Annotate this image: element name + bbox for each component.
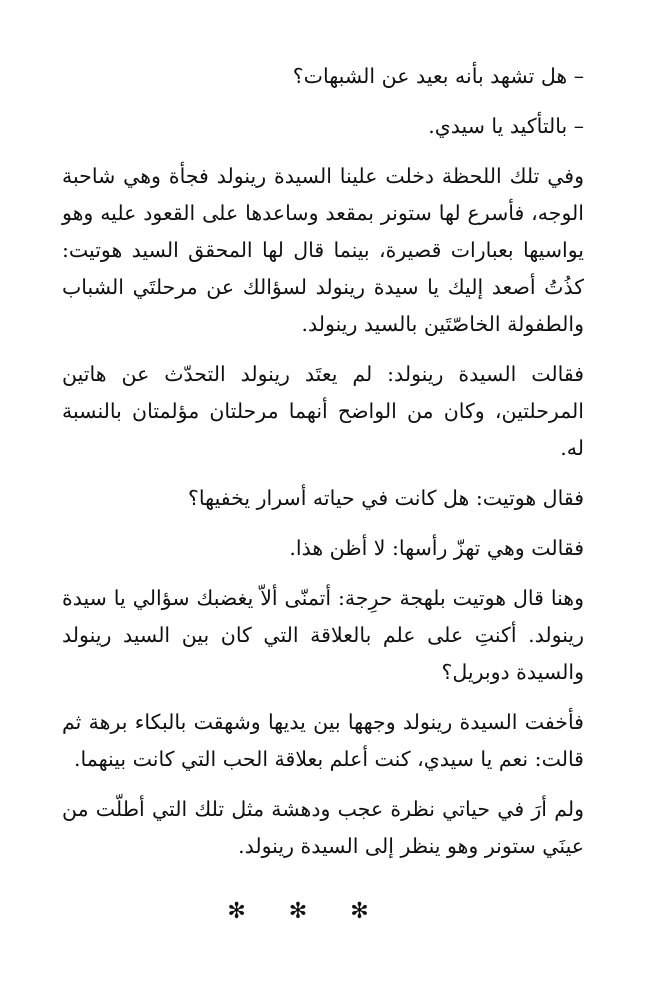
paragraph-8: فأخفت السيدة رينولد وجهها بين يديها وشهقت بالبكاء برهة ثم قالت: نعم يا سيدي، كنت أعلم بعلاقة الحب التي كانت بينهما. (62, 710, 584, 771)
paragraph-9: ولم أرَ في حياتي نظرة عجب ودهشة مثل تلك التي أطلّت من عينَي ستونر وهو ينظر إلى السيدة رينولد. (62, 797, 584, 858)
paragraph-4: فقالت السيدة رينولد: لم يعتَد رينولد التحدّث عن هاتين المرحلتين، وكان من الواضح أنهما مرحلتان مؤلمتان بالنسبة له. (62, 362, 584, 460)
dialogue-line-6: فقالت وهي تهزّ رأسها: لا أظن هذا. (289, 536, 584, 560)
dialogue-line-5: فقال هوتيت: هل كانت في حياته أسرار يخفيها؟ (188, 486, 584, 510)
paragraph-7: وهنا قال هوتيت بلهجة حرِجة: أتمنّى ألاّ يغضبك سؤالي يا سيدة رينولد. أكنتِ على علم بالعلاقة التي كان بين السيد رينولد والسيدة دوبريل؟ (62, 586, 584, 684)
section-separator: ✻ ✻ ✻ (227, 899, 387, 924)
book-page (62, 58, 612, 930)
dialogue-line-2: – بالتأكيد يا سيدي. (428, 114, 584, 138)
dialogue-line-1: – هل تشهد بأنه بعيد عن الشبهات؟ (292, 64, 584, 88)
paragraph-3: وفي تلك اللحظة دخلت علينا السيدة رينولد فجأة وهي شاحبة الوجه، فأسرع لها ستونر بمقعد وساعدها على القعود عليه وهو يواسيها بعبارات قصيرة، بينما قال لها المحقق السيد هوتيت: كذُتُ أصعد إليك يا سيدة رينولد لسؤالك عن مرحلتَي الشباب والطفولة الخاصّتَين بالسيد رينولد. (62, 164, 584, 336)
